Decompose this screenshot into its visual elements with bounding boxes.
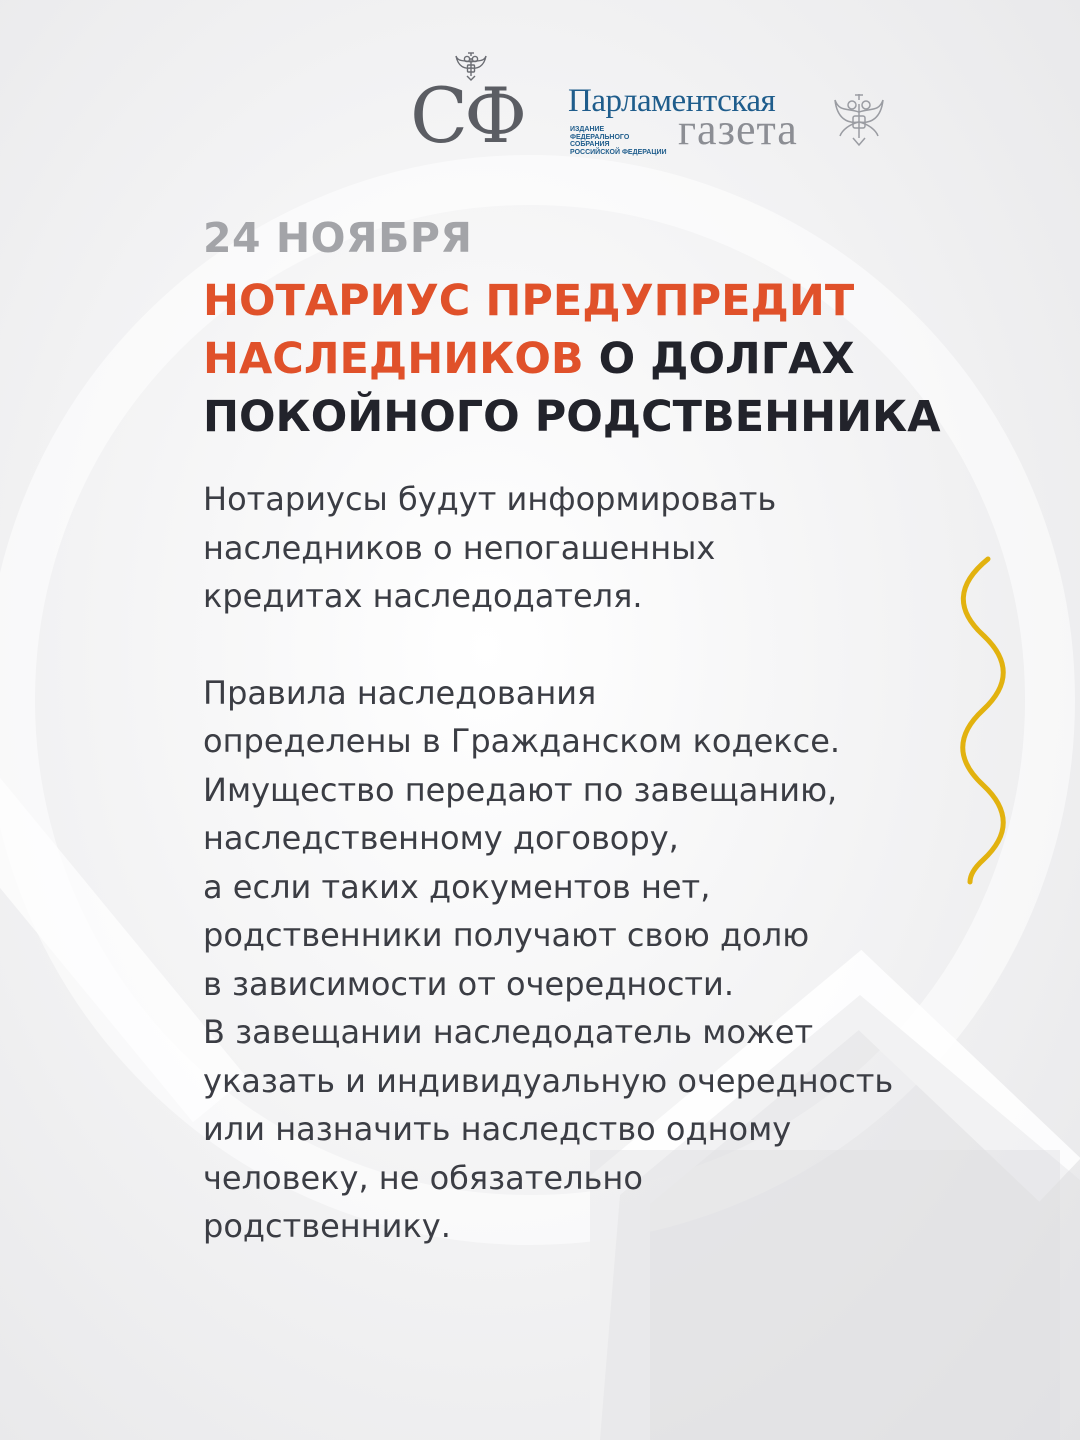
body-line: кредитах наследодателя. (203, 577, 643, 615)
article-body (203, 475, 1023, 1251)
headline-line-3: ПОКОЙНОГО РОДСТВЕННИКА (203, 392, 941, 442)
body-line: или назначить наследство одному (203, 1110, 792, 1148)
pg-logo-gazeta: газета (678, 105, 798, 154)
eagle-emblem-icon (832, 90, 886, 148)
body-line: определены в Гражданском кодексе. (203, 722, 841, 760)
body-line: родственники получают свою долю (203, 916, 810, 954)
body-line: Нотариусы будут информировать (203, 480, 777, 518)
parliamentary-gazette-logo (568, 84, 888, 160)
headline (203, 272, 1063, 446)
headline-accent-word: НАСЛЕДНИКОВ (203, 334, 584, 384)
body-line: указать и индивидуальную очередность (203, 1061, 894, 1100)
pg-logo-title: Парламентская (568, 83, 776, 119)
sf-logo-text: СФ (410, 71, 524, 160)
body-line: Имущество передают по завещанию, (203, 770, 838, 809)
date-label: 24 НОЯБРЯ (203, 214, 473, 262)
paragraph-gap (203, 621, 1023, 669)
body-line: родственнику. (203, 1207, 451, 1245)
body-line: наследственному договору, (203, 819, 679, 857)
pg-logo-subtitle: ИЗДАНИЕ ФЕДЕРАЛЬНОГО СОБРАНИЯ РОССИЙСКОЙ ФЕДЕРАЦИИ (570, 126, 667, 156)
body-line: человеку, не обязательно (203, 1158, 643, 1197)
headline-line-2-rest: О ДОЛГАХ (583, 334, 855, 384)
body-line: Правила наследования (203, 673, 597, 712)
body-line: В завещании наследодатель может (203, 1013, 814, 1051)
headline-line-1: НОТАРИУС ПРЕДУПРЕДИТ (203, 276, 855, 326)
body-line: а если таких документов нет, (203, 867, 711, 906)
body-line: наследников о непогашенных (203, 528, 716, 567)
wavy-line-decoration (958, 555, 1008, 885)
headline-line-2 (203, 330, 1063, 388)
sf-logo (410, 50, 535, 160)
body-line: в зависимости от очередности. (203, 964, 735, 1003)
header-logos (410, 50, 890, 160)
